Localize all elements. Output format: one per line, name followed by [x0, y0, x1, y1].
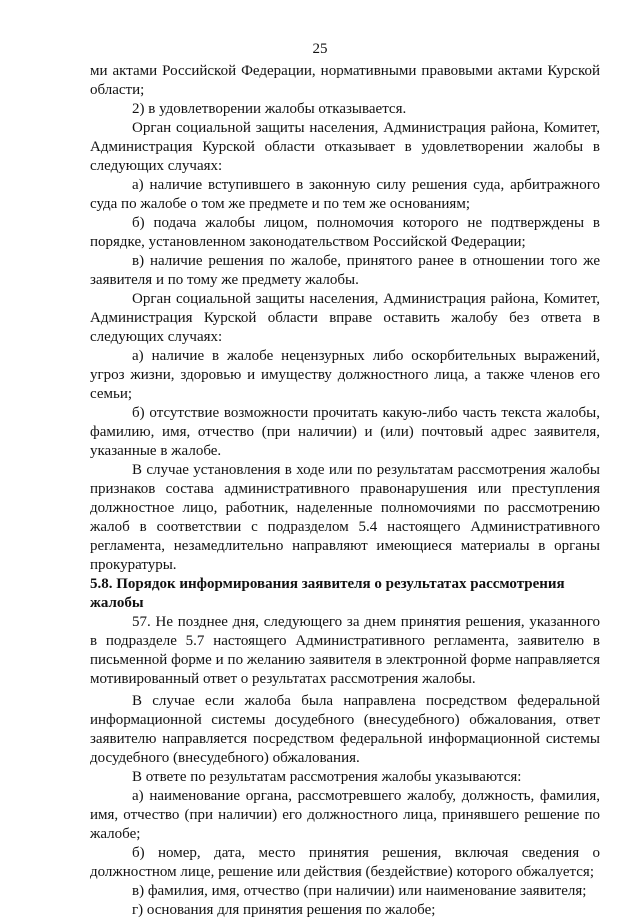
page-number: 25	[312, 41, 328, 57]
paragraph: 57. Не позднее дня, следующего за днем принятия решения, указанного в подразделе 5.7 настоящего Административного регламента, заявителю в письменной форме и по желанию заявителя в электронной форме направляется мотивированный ответ о результатах рассмотрения жалобы.	[90, 614, 600, 687]
paragraph: В случае установления в ходе или по результатам рассмотрения жалобы признаков состава административного правонарушения или преступления должностное лицо, работник, наделенные полномочиями по рассмотрению жалоб в соответствии с подразделом 5.4 настоящего Административного регламента, незамедлительно направляют имеющиеся материалы в органы прокуратуры.	[90, 462, 600, 573]
paragraph: г) основания для принятия решения по жалобе;	[132, 902, 436, 918]
paragraph: в) наличие решения по жалобе, принятого ранее в отношении того же заявителя и по тому же предмету жалобы.	[90, 253, 600, 288]
paragraph: б) отсутствие возможности прочитать какую-либо часть текста жалобы, фамилию, имя, отчество (при наличии) и (или) почтовый адрес заявителя, указанные в жалобе.	[90, 405, 600, 459]
section-heading-continued: жалобы	[90, 595, 144, 611]
paragraph: а) наличие в жалобе нецензурных либо оскорбительных выражений, угроз жизни, здоровью и имуществу должностного лица, а также членов его семьи;	[90, 348, 600, 402]
paragraph: В ответе по результатам рассмотрения жалобы указываются:	[132, 769, 522, 785]
paragraph: б) подача жалобы лицом, полномочия которого не подтверждены в порядке, установленном законодательством Российской Федерации;	[90, 215, 600, 250]
paragraph: а) наличие вступившего в законную силу решения суда, арбитражного суда по жалобе о том же предмете и по тем же основаниям;	[90, 177, 600, 212]
section-heading: 5.8. Порядок информирования заявителя о результатах рассмотрения	[90, 576, 565, 592]
paragraph: ми актами Российской Федерации, нормативными правовыми актами Курской области;	[90, 63, 600, 98]
paragraph: а) наименование органа, рассмотревшего жалобу, должность, фамилия, имя, отчество (при наличии) его должностного лица, принявшего решение по жалобе;	[90, 788, 600, 842]
paragraph: в) фамилия, имя, отчество (при наличии) или наименование заявителя;	[132, 883, 587, 899]
paragraph: В случае если жалоба была направлена посредством федеральной информационной системы досудебного (внесудебного) обжалования, ответ заявителю направляется посредством федеральной информационной системы досудебного (внесудебного) обжалования.	[90, 693, 600, 766]
paragraph: Орган социальной защиты населения, Администрация района, Комитет, Администрация Курской области вправе оставить жалобу без ответа в следующих случаях:	[90, 291, 600, 345]
paragraph: Орган социальной защиты населения, Администрация района, Комитет, Администрация Курской области отказывает в удовлетворении жалобы в следующих случаях:	[90, 120, 600, 174]
paragraph: б) номер, дата, место принятия решения, включая сведения о должностном лице, решение или действия (бездействие) которого обжалуется;	[90, 845, 600, 880]
body-text	[90, 62, 600, 920]
paragraph: 2) в удовлетворении жалобы отказывается.	[132, 101, 407, 117]
